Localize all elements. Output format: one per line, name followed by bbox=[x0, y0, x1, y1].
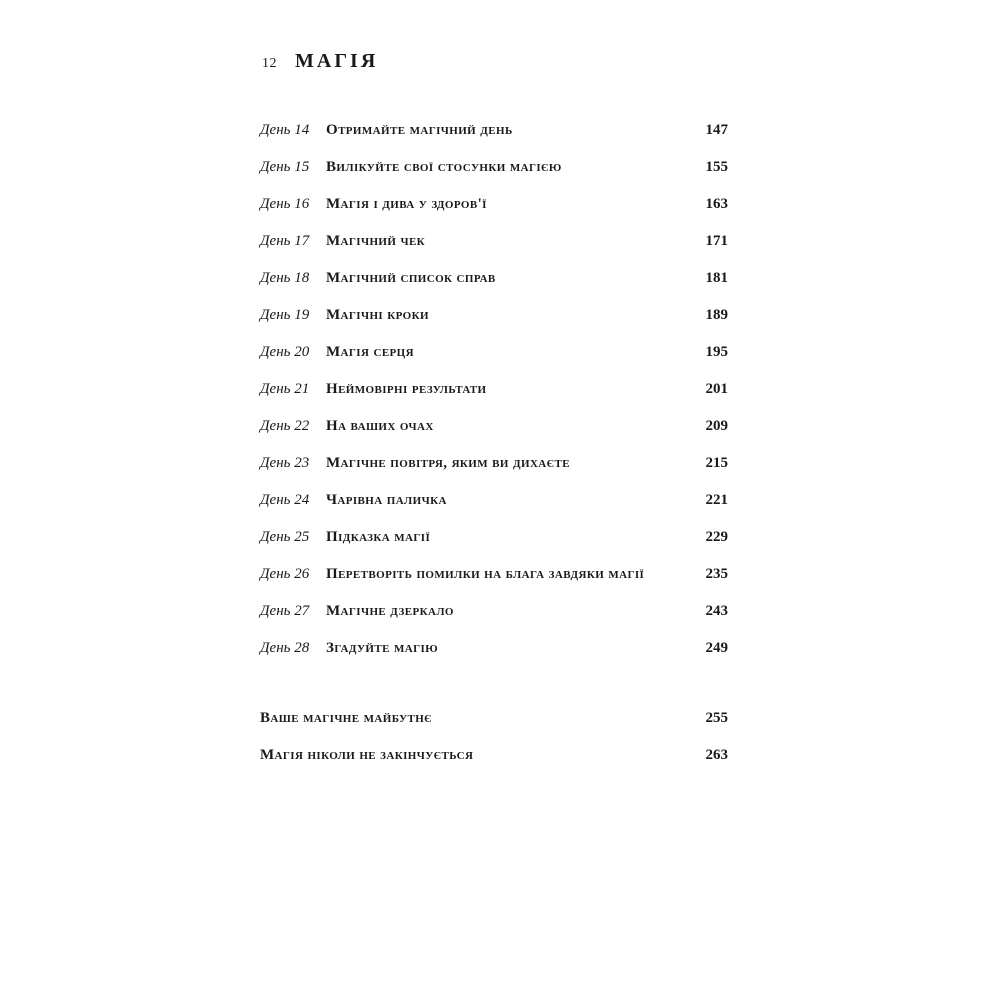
toc-page-number: 221 bbox=[705, 492, 728, 508]
toc-chapter-title: Чарівна паличка bbox=[326, 492, 447, 508]
toc-day-label: День 14 bbox=[260, 122, 310, 138]
toc-chapter-title: Магічний чек bbox=[326, 233, 426, 249]
toc-page-number: 249 bbox=[705, 640, 728, 656]
toc-day-label: День 28 bbox=[260, 640, 310, 656]
toc-day-label: День 24 bbox=[260, 492, 310, 508]
toc-day-label: День 16 bbox=[260, 196, 310, 212]
toc-chapter-title: Згадуйте магію bbox=[326, 640, 439, 656]
toc-day-label: День 20 bbox=[260, 344, 310, 360]
toc-day-label: День 22 bbox=[260, 418, 310, 434]
page-number: 12 bbox=[262, 56, 277, 71]
toc-day-label: День 19 bbox=[260, 307, 310, 323]
toc-day-label: День 27 bbox=[260, 603, 310, 619]
toc-chapter-title: Отримайте магічний день bbox=[326, 122, 513, 138]
toc-chapter-title: Магічний список справ bbox=[326, 270, 496, 286]
toc-day-label: День 23 bbox=[260, 455, 310, 471]
toc-page-number: 195 bbox=[705, 344, 728, 360]
toc-page-number: 243 bbox=[705, 603, 728, 619]
toc-entry bbox=[260, 186, 728, 223]
toc-entry bbox=[260, 482, 728, 519]
toc-entry bbox=[260, 334, 728, 371]
toc-entry bbox=[260, 445, 728, 482]
toc-entry bbox=[260, 630, 728, 667]
toc-entry bbox=[260, 519, 728, 556]
toc-entry bbox=[260, 371, 728, 408]
toc-entry bbox=[260, 408, 728, 445]
toc-day-label: День 15 bbox=[260, 159, 310, 175]
toc-chapter-title: Ваше магічне майбутнє bbox=[260, 710, 433, 726]
toc-page-number: 263 bbox=[705, 747, 728, 763]
toc-page-number: 235 bbox=[705, 566, 728, 582]
toc-closing-entries bbox=[260, 700, 728, 774]
toc-page-number: 229 bbox=[705, 529, 728, 545]
toc-day-label: День 26 bbox=[260, 566, 310, 582]
toc-chapter-title: Магічні кроки bbox=[326, 307, 429, 323]
toc-page-number: 215 bbox=[705, 455, 728, 471]
toc-page-number: 189 bbox=[705, 307, 728, 323]
page-header bbox=[262, 50, 378, 74]
toc-entry bbox=[260, 223, 728, 260]
toc-page-number: 163 bbox=[705, 196, 728, 212]
toc-entry bbox=[260, 593, 728, 630]
toc-entry bbox=[260, 260, 728, 297]
toc-chapter-title: Підказка магії bbox=[326, 529, 431, 545]
toc-page-number: 209 bbox=[705, 418, 728, 434]
toc-day-label: День 18 bbox=[260, 270, 310, 286]
toc-chapter-title: Магічне повітря, яким ви дихаєте bbox=[326, 455, 570, 471]
toc-day-label: День 21 bbox=[260, 381, 310, 397]
toc-chapter-title: Перетворіть помилки на блага завдяки магії bbox=[326, 566, 645, 582]
toc-entry bbox=[260, 149, 728, 186]
toc-chapter-title: Неймовірні результати bbox=[326, 381, 487, 397]
toc-chapter-title: Магічне дзеркало bbox=[326, 603, 454, 619]
toc-page-number: 201 bbox=[705, 381, 728, 397]
toc-entry bbox=[260, 556, 728, 593]
toc-chapter-title: Магія і дива у здоров'ї bbox=[326, 196, 487, 212]
toc-chapter-title: Магія ніколи не закінчується bbox=[260, 747, 474, 763]
toc-page-number: 181 bbox=[705, 270, 728, 286]
toc-day-label: День 17 bbox=[260, 233, 310, 249]
toc-page-number: 255 bbox=[705, 710, 728, 726]
toc-page-number: 171 bbox=[705, 233, 728, 249]
toc-page-number: 155 bbox=[705, 159, 728, 175]
toc-entry bbox=[260, 112, 728, 149]
toc-day-label: День 25 bbox=[260, 529, 310, 545]
book-title: МАГІЯ bbox=[295, 50, 379, 72]
toc-chapter-title: На ваших очах bbox=[326, 418, 434, 434]
toc-entry bbox=[260, 297, 728, 334]
toc-entry bbox=[260, 700, 728, 737]
toc-entry bbox=[260, 737, 728, 774]
toc-chapter-title: Вилікуйте свої стосунки магією bbox=[326, 159, 562, 175]
toc-page-number: 147 bbox=[705, 122, 728, 138]
toc-chapter-title: Магія серця bbox=[326, 344, 414, 360]
table-of-contents bbox=[260, 112, 728, 667]
